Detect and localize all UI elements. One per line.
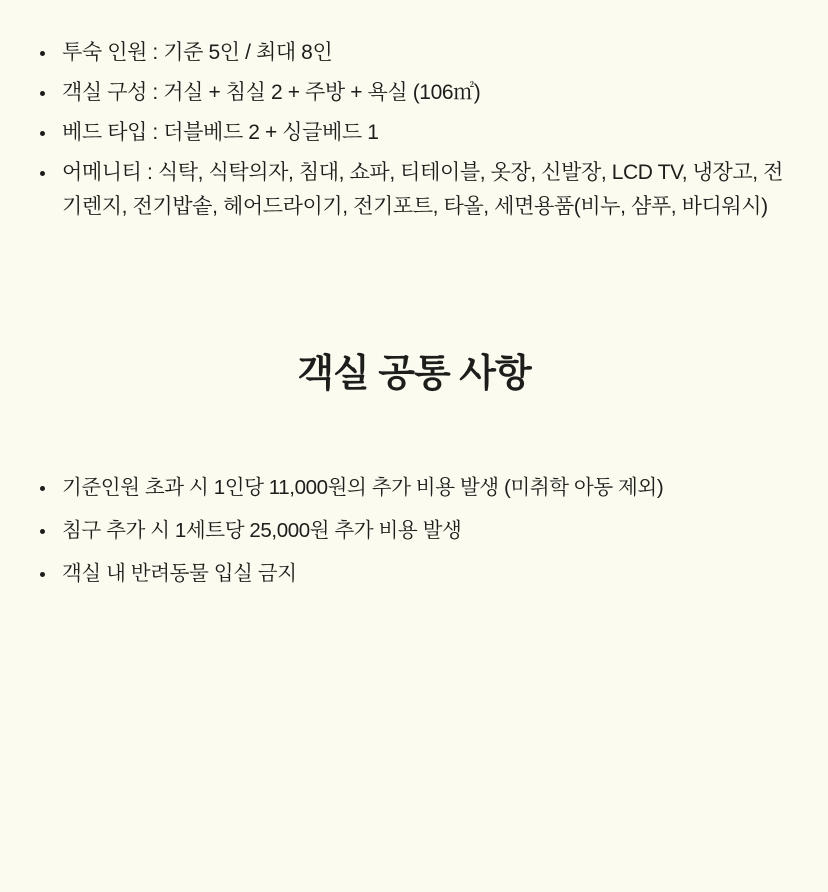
bullet-dot-icon [40,171,45,176]
list-item [30,557,798,590]
list-item [30,471,798,504]
bullet-dot-icon [40,486,45,491]
room-spec-occupancy: 투숙 인원 : 기준 5인 / 최대 8인 [62,41,333,64]
page-title: 객실 공통 사항 [297,353,531,396]
bullet-dot-icon [40,529,45,534]
common-note-extra-bedding-fee: 침구 추가 시 1세트당 25,000원 추가 비용 발생 [62,519,462,543]
common-notes-list [30,397,798,591]
list-item [30,514,798,547]
bullet-dot-icon [40,91,45,96]
bullet-dot-icon [40,131,45,136]
room-spec-list [30,0,798,224]
bullet-dot-icon [40,51,45,56]
list-item [30,116,798,150]
list-item [30,36,798,70]
list-item [30,76,798,110]
common-note-no-pets: 객실 내 반려동물 입실 금지 [62,562,297,586]
room-spec-composition: 객실 구성 : 거실 + 침실 2 + 주방 + 욕실 (106㎡) [62,81,481,105]
room-spec-bed-type: 베드 타입 : 더블베드 2 + 싱글베드 1 [62,121,379,145]
common-note-extra-person-fee: 기준인원 초과 시 1인당 11,000원의 추가 비용 발생 (미취학 아동 제외) [62,476,664,500]
bullet-dot-icon [40,572,45,577]
list-item [30,156,798,224]
room-spec-amenities: 어메니티 : 식탁, 식탁의자, 침대, 쇼파, 티테이블, 옷장, 신발장, LCD TV, 냉장고, 전기렌지, 전기밥솥, 헤어드라이기, 전기포트, 타올, 세면용품(비누, 샴푸, 바디워시) [62,161,784,219]
